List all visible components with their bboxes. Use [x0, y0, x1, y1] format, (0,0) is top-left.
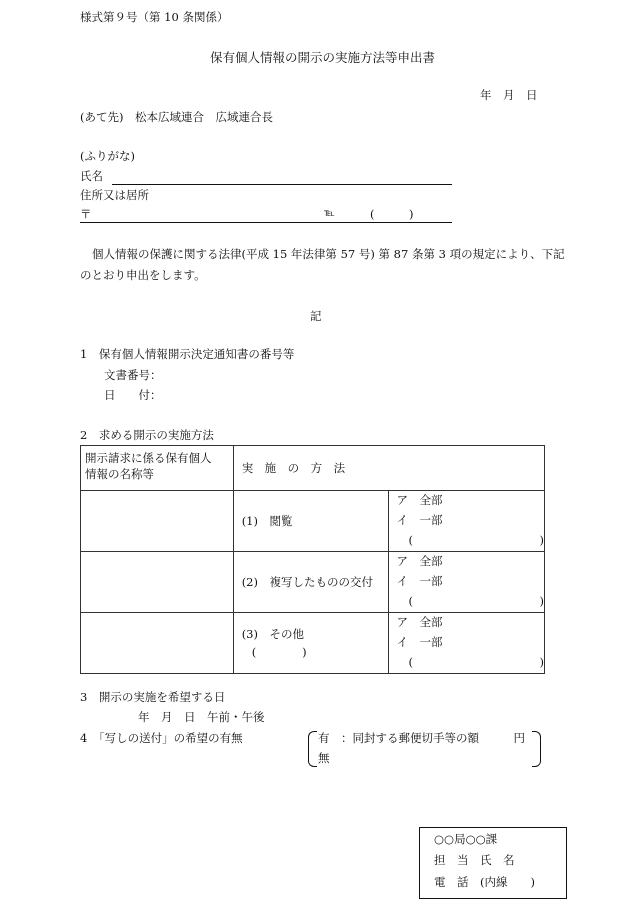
- name-label: 氏名: [80, 169, 103, 183]
- row2-option-part[interactable]: イ 一部: [396, 574, 443, 589]
- disclosure-method-table: [80, 445, 545, 674]
- table-header-row: [81, 446, 545, 491]
- body-line-1: 個人情報の保護に関する法律(平成 15 年法律第 57 号) 第 87 条第 3 項の規定により、下記: [92, 247, 565, 261]
- row3-method: (3) その他 ( ): [233, 613, 388, 674]
- left-bracket: [308, 731, 317, 767]
- row3-option-all[interactable]: ア 全部: [396, 615, 443, 630]
- row1-option-all[interactable]: ア 全部: [396, 493, 443, 508]
- header-info-name-line1: 開示請求に係る保有個人: [85, 451, 212, 465]
- ki-heading: 記: [310, 309, 322, 323]
- postal-mark: 〒: [80, 207, 92, 221]
- staff-department: ○○局○○課: [434, 832, 498, 846]
- name-underline: [112, 184, 452, 185]
- row2-info-cell[interactable]: [81, 552, 234, 613]
- form-number: 様式第９号（第 10 条関係）: [80, 10, 229, 24]
- row1-method: (1) 閲覧: [233, 491, 388, 552]
- row2-options: [388, 552, 544, 613]
- row2-method: (2) 複写したものの交付: [233, 552, 388, 613]
- row3-method-other[interactable]: ( ): [251, 645, 307, 659]
- tel-parens: ( ): [370, 207, 414, 221]
- row2-option-detail: ( ): [408, 594, 544, 609]
- mailing-yes[interactable]: 有 ：同封する郵便切手等の額 円: [318, 731, 525, 745]
- table-row: [81, 552, 545, 613]
- header-info-name: [81, 446, 234, 491]
- tel-label: ℡: [324, 208, 335, 219]
- section-1-heading: 1 保有個人情報開示決定通知書の番号等: [80, 347, 295, 361]
- row1-option-part[interactable]: イ 一部: [396, 513, 443, 528]
- table-row: [81, 491, 545, 552]
- row1-info-cell[interactable]: [81, 491, 234, 552]
- section-2-heading: 2 求める開示の実施方法: [80, 428, 214, 442]
- header-info-name-line2: 情報の名称等: [85, 467, 154, 481]
- addressee: (あて先) 松本広域連合 広域連合長: [80, 110, 273, 124]
- preferred-date[interactable]: 年 月 日 午前・午後: [138, 710, 265, 724]
- staff-name: 担 当 氏 名: [434, 853, 515, 867]
- address-label: 住所又は居所: [80, 188, 149, 202]
- row1-options: [388, 491, 544, 552]
- row3-option-detail: ( ): [408, 655, 544, 670]
- address-underline: [80, 222, 452, 223]
- doc-number-label: 文書番号：: [104, 368, 162, 382]
- section-3-heading: 3 開示の実施を希望する日: [80, 690, 226, 704]
- right-bracket: [532, 731, 541, 767]
- date-label: 日 付：: [104, 388, 162, 402]
- row3-option-part[interactable]: イ 一部: [396, 635, 443, 650]
- staff-box: [419, 827, 567, 899]
- row2-option-all[interactable]: ア 全部: [396, 554, 443, 569]
- header-method: 実 施 の 方 法: [233, 446, 544, 491]
- date-line: 年 月 日: [480, 88, 538, 102]
- section-4-heading: 4 「写しの送付」の希望の有無: [80, 731, 243, 745]
- table-row: [81, 613, 545, 674]
- row1-option-detail: ( ): [408, 533, 544, 548]
- document-title: 保有個人情報の開示の実施方法等申出書: [210, 50, 436, 65]
- staff-phone: 電 話 (内線 ): [434, 875, 535, 889]
- furigana-label: (ふりがな): [80, 149, 135, 163]
- mailing-no[interactable]: 無: [318, 751, 330, 765]
- row3-info-cell[interactable]: [81, 613, 234, 674]
- body-line-2: のとおり申出をします。: [80, 268, 206, 282]
- row3-options: [388, 613, 544, 674]
